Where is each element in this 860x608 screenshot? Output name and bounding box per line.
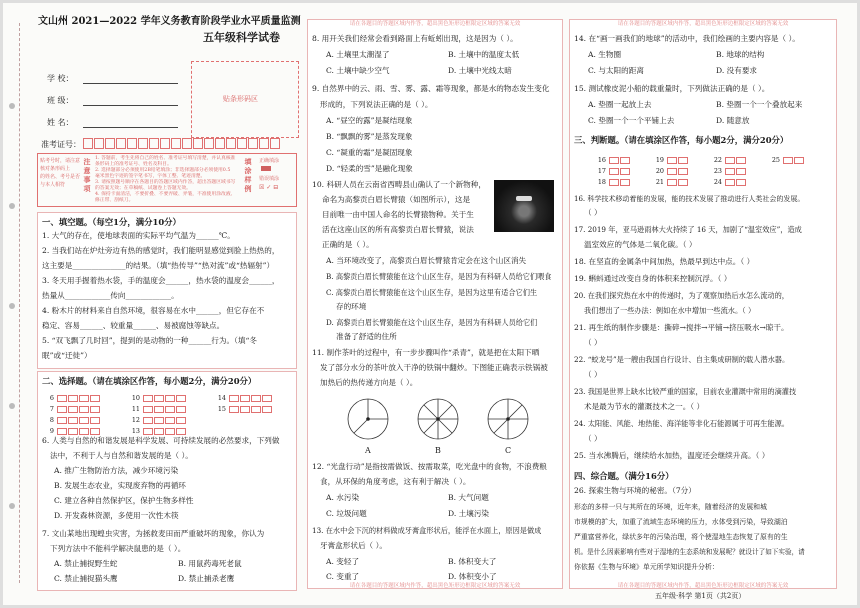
choice-bubble-b[interactable] xyxy=(154,428,164,435)
choice-bubble-c[interactable] xyxy=(165,428,175,435)
wrong-fill-label: 错误填涂 xyxy=(259,176,280,182)
q1-line-9: 眠”或“迁徙”） xyxy=(42,351,92,360)
q8-option-b: B. 土壤中的温度太低 xyxy=(448,50,520,59)
tf-bubble-t[interactable] xyxy=(725,157,735,164)
tf-bubble-f[interactable] xyxy=(620,179,630,186)
tf-bubble-f[interactable] xyxy=(736,157,746,164)
tf-number: 18 xyxy=(597,178,606,186)
q13-option-c: C. 变重了 xyxy=(326,572,360,581)
judge-16-line-1: 16. 科学技术移动着能的发展，能的技术发展了推动进行人类社会的发展。 xyxy=(574,195,805,203)
q6-line-1: 6. 人类与自然的和谐发展是科学发展、可持续发展的必然要求，下列做 xyxy=(42,436,280,445)
tf-row[interactable] xyxy=(710,166,746,177)
q26-text-3: 严重富营养化，绿状多年的污染治理，将个使湿地生态恢复了原有的生 xyxy=(574,533,788,541)
choice-bubble-d[interactable] xyxy=(262,395,272,402)
tf-number: 16 xyxy=(597,156,606,164)
class-label: 班 级： xyxy=(47,96,74,105)
q13-line-2: 牙膏盒形状后（ ）。 xyxy=(320,541,387,550)
choice-bubble-b[interactable] xyxy=(154,395,164,402)
binding-line xyxy=(19,23,20,583)
q10-option-a: A. 当环境改变了，高黎贡白眉长臂猿肯定会在这个山区消失 xyxy=(326,256,527,265)
page-footer: 五年级·科学 第1页（共2页） xyxy=(655,592,746,600)
choice-bubble-b[interactable] xyxy=(68,417,78,424)
tf-number: 20 xyxy=(655,167,664,175)
choice-bubble-c[interactable] xyxy=(165,406,175,413)
judge-24-line-2: （ ） xyxy=(584,434,602,443)
column-2-warning-bottom: 请在各题目的答题区域内作答，超出黑色矩形边框限定区域的答案无效 xyxy=(349,583,521,589)
correct-fill-sample xyxy=(261,166,271,171)
judge-16-line-2: （ ） xyxy=(584,208,602,217)
judge-24-line-1: 24. 太阳能、风能、地热能、海洋能等非化石能源属于可再生能源。 xyxy=(574,419,789,428)
q7-line-1: 7. 文山某地出现蝗虫灾害，为拯救麦田而严重破坏的现象，你认为 xyxy=(42,529,265,538)
binding-hole xyxy=(9,203,15,209)
tf-row[interactable] xyxy=(710,177,746,188)
choice-row[interactable] xyxy=(128,393,186,404)
tf-bubble-t[interactable] xyxy=(667,157,677,164)
exam-title: 文山州 2021—2022 学年义务教育阶段学业水平质量监测 xyxy=(38,16,301,27)
diagram-a-label: A xyxy=(365,446,371,455)
choice-bubble-a[interactable] xyxy=(143,417,153,424)
tf-row[interactable] xyxy=(594,177,630,188)
choice-number: 9 xyxy=(49,427,54,435)
fill-sample-label: 填涂样例 xyxy=(244,157,252,193)
choice-bubble-b[interactable] xyxy=(68,428,78,435)
column-2-pane xyxy=(307,19,563,589)
q26-title: 26. 探索生物与环境的秘密。（7分） xyxy=(574,486,696,495)
choice-bubble-d[interactable] xyxy=(176,406,186,413)
exam-sheet xyxy=(3,3,857,605)
choice-bubble-d[interactable] xyxy=(90,406,100,413)
q8-option-d: D. 土壤中光线太暗 xyxy=(448,66,512,75)
choice-bubble-b[interactable] xyxy=(68,395,78,402)
choice-row[interactable] xyxy=(128,415,186,426)
q7-line-2: 下列方法中不能科学解决鼠患的是（ ）。 xyxy=(50,544,186,553)
q12-option-b: B. 大气问题 xyxy=(448,493,489,502)
binding-hole xyxy=(9,503,15,509)
q9-option-a: A. “昼空的露”是凝结现象 xyxy=(326,116,413,125)
tf-row[interactable] xyxy=(652,177,688,188)
choice-number: 10 xyxy=(131,394,140,402)
binding-hole xyxy=(9,103,15,109)
judge-20-line-2: 我们想出了一些办法：例如在水中增加一些流水。（ ） xyxy=(584,306,756,315)
choice-row[interactable] xyxy=(42,415,100,426)
column-3-warning-bottom: 请在各题目的答题区域内作答，超出黑色矩形边框限定区域的答案无效 xyxy=(617,583,789,589)
q15-option-c: C. 垫圈一个一个平铺上去 xyxy=(588,116,675,125)
q10-line-2: 命名为高黎贡白眉长臂猿（如图所示），这是 xyxy=(322,195,471,204)
q26-text-5: 你依据《生物与环境》单元所学知识提升分析： xyxy=(574,563,719,571)
choice-bubble-a[interactable] xyxy=(57,417,67,424)
tf-bubble-t[interactable] xyxy=(667,179,677,186)
choice-bubble-a[interactable] xyxy=(229,395,239,402)
q9-line-1: 9. 自然界中的云、雨、雪、雾、露、霜等现象，都是水的物态发生变化 xyxy=(312,84,550,93)
q6-option-c: C. 建立各种自然保护区，保护生物多样性 xyxy=(54,496,194,505)
choice-bubble-a[interactable] xyxy=(57,428,67,435)
tf-number: 17 xyxy=(597,167,606,175)
choice-bubble-b[interactable] xyxy=(240,406,250,413)
q14-option-b: B. 地球的结构 xyxy=(716,50,765,59)
q12-option-c: C. 垃圾问题 xyxy=(326,509,367,518)
choice-row[interactable] xyxy=(42,404,100,415)
q8-option-a: A. 土壤里太潮湿了 xyxy=(326,50,390,59)
q12-line-1: 12. “光盘行动”是指按需做饭、按需取菜，吃光盘中的食物，不浪费粮 xyxy=(312,462,547,471)
notes-line-5: 3. 请按照题号顺序在各题目的答题区域内作答，超出答题区域书写 xyxy=(95,180,236,185)
tf-row[interactable] xyxy=(652,166,688,177)
q14-option-d: D. 没有要求 xyxy=(716,66,758,75)
judge-21-line-1: 21. 再生纸的制作步骤是：撕碎→搅拌→平铺→挤压吸水→晾干。 xyxy=(574,323,789,332)
notes-small-left-4: 与本人相符 xyxy=(40,182,66,188)
notes-line-1: 1. 答题前，考生先将自己的姓名、准考证号填写清楚，并认真核准 xyxy=(95,156,236,161)
notes-line-2: 条形码上的准考证号、姓名及科目。 xyxy=(95,162,172,167)
q10-option-c-2: 存的环境 xyxy=(336,302,367,311)
notes-line-4: 毫米黑色字迹的签字笔书写，字体工整、笔迹清楚。 xyxy=(95,174,206,179)
choice-bubble-a[interactable] xyxy=(143,395,153,402)
tf-bubble-t[interactable] xyxy=(609,168,619,175)
choice-number: 12 xyxy=(131,416,140,424)
q11-line-3: 加热后的热传递方向是（ ）。 xyxy=(320,378,418,387)
section-4-title: 四、综合题。（满分16分） xyxy=(574,471,674,481)
diagram-b-label: B xyxy=(435,446,441,455)
q1-line-5: 热量从____________传向____________。 xyxy=(42,291,179,300)
tf-bubble-f[interactable] xyxy=(678,179,688,186)
q10-line-4: 活在这座山区的所有高黎贡白眉长臂猿，说法 xyxy=(322,225,474,234)
q1-line-7: 稳定、容易______、较重量______、易被腐蚀等缺点。 xyxy=(42,321,225,330)
choice-number: 15 xyxy=(217,405,226,413)
binding-hole xyxy=(9,303,15,309)
tf-bubble-f[interactable] xyxy=(736,168,746,175)
q7-option-a: A. 禁止捕捉野生蛇 xyxy=(54,559,118,568)
q13-option-a: A. 变轻了 xyxy=(326,557,360,566)
correct-fill-label: 正确填涂 xyxy=(259,158,280,164)
q6-option-a: A. 推广生物防治方法，减少环境污染 xyxy=(54,466,179,475)
choice-number: 7 xyxy=(49,405,54,413)
judge-17-line-2: 温室效应的气体是二氧化碳。（ ） xyxy=(584,240,697,249)
choice-bubble-a[interactable] xyxy=(143,428,153,435)
q1-line-8: 5. “双飞飘了几时回”，提到的是动物的一种______行为。（填“冬 xyxy=(42,336,257,345)
choice-bubble-c[interactable] xyxy=(79,395,89,402)
tf-bubble-t[interactable] xyxy=(667,168,677,175)
tf-bubble-t[interactable] xyxy=(609,157,619,164)
q9-option-d: D. “轻柔的雪”是融化现象 xyxy=(326,164,413,173)
q13-option-b: B. 体积变大了 xyxy=(448,557,497,566)
q14-stem: 14. 在“画一画我们的地球”的活动中，我们绘画的主要内容是（ ）。 xyxy=(574,34,800,43)
judge-17-line-1: 17. 2019 年，亚马逊雨林大火持续了 16 天，加剧了“温室效应”，造成 xyxy=(574,225,802,234)
school-line[interactable] xyxy=(83,83,178,84)
column-3-warning-top: 请在各题目的答题区域内作答，超出黑色矩形边框限定区域的答案无效 xyxy=(617,21,789,27)
q10-line-5: 正确的是（ ）。 xyxy=(322,240,374,249)
notes-small-left-1: 贴考号时，请注意 xyxy=(40,158,81,164)
choice-bubble-a[interactable] xyxy=(229,406,239,413)
section-fill-blank-pane xyxy=(37,212,297,369)
tf-bubble-f[interactable] xyxy=(678,168,688,175)
choice-bubble-d[interactable] xyxy=(176,428,186,435)
notes-line-7: 4. 保持卡面清洁，不要折叠、不要弄破、弄皱，不准使用涂改液、 xyxy=(95,192,236,197)
judge-23-line-1: 23. 我国是世界上缺水比较严重的国家，目前农业灌溉中常用的滴灌技 xyxy=(574,387,797,396)
gibbon-photo xyxy=(494,180,554,232)
q14-option-c: C. 与太阳的距离 xyxy=(588,66,644,75)
q13-option-d: D. 体积变小了 xyxy=(448,572,497,581)
q26-text-4: 机。是什么因素影响有些对于湿地的生态系统和发展呢？就设计了如下实验，请 xyxy=(574,548,805,556)
tf-bubble-f[interactable] xyxy=(620,168,630,175)
school-label: 学 校： xyxy=(47,74,74,83)
tf-bubble-t[interactable] xyxy=(783,157,793,164)
choice-bubble-d[interactable] xyxy=(90,428,100,435)
q9-line-2: 形成的，下列说法正确的是（ ）。 xyxy=(320,100,433,109)
q1-line-1: 1. 大气的存在，使地球表面的实际平均气温为______℃。 xyxy=(42,231,235,240)
q8-option-c: C. 土壤中缺少空气 xyxy=(326,66,390,75)
q15-stem: 15. 测试橡皮泥小船的载重量时，下列做法正确的是（ ）。 xyxy=(574,84,770,93)
q10-line-1: 10. 科研人员在云南省西畴县山确认了一个新物种， xyxy=(312,180,486,189)
choice-row[interactable] xyxy=(42,393,100,404)
tf-row[interactable] xyxy=(594,166,630,177)
tf-number: 23 xyxy=(713,167,722,175)
q7-option-d: D. 禁止捕杀老鹰 xyxy=(178,574,235,583)
class-line[interactable] xyxy=(83,105,178,106)
choice-bubble-c[interactable] xyxy=(79,406,89,413)
exam-subtitle: 五年级科学试卷 xyxy=(203,31,280,44)
choice-row[interactable] xyxy=(214,393,272,404)
choice-bubble-d[interactable] xyxy=(262,406,272,413)
q15-option-d: D. 随意放 xyxy=(716,116,750,125)
q10-line-3: 目前唯一由中国人命名的长臂猿物种。关于生 xyxy=(322,210,474,219)
q10-option-d-2: 准备了舒适的住所 xyxy=(336,332,397,341)
tf-row[interactable] xyxy=(710,155,746,166)
q12-line-2: 食，从环保的角度考虑，这有利于解决（ ）。 xyxy=(320,477,471,486)
choice-bubble-d[interactable] xyxy=(176,417,186,424)
q9-option-b: B. “飘飘的雾”是蒸发现象 xyxy=(326,132,413,141)
q13-line-1: 13. 在水中会下沉的材料做成牙膏盒形状后，能浮在水面上，原因是做成 xyxy=(312,526,542,535)
tf-bubble-f[interactable] xyxy=(736,179,746,186)
choice-bubble-c[interactable] xyxy=(79,417,89,424)
section-3-title: 三、判断题。（请在填涂区作答，每小题2分，满分20分） xyxy=(574,135,789,145)
q6-option-d: D. 开发森林资源，多使用一次性木筷 xyxy=(54,511,179,520)
q11-heat-diagrams xyxy=(338,394,538,456)
judge-22-line-2: （ ） xyxy=(584,370,602,379)
choice-bubble-a[interactable] xyxy=(143,406,153,413)
tf-bubble-t[interactable] xyxy=(609,179,619,186)
q10-option-b: B. 高黎贡白眉长臂猿能在这个山区生存，是因为有科研人员给它们喂食 xyxy=(326,272,552,281)
choice-number: 11 xyxy=(131,405,140,413)
tf-number: 24 xyxy=(713,178,722,186)
notes-small-left-2: 核对条形码上 xyxy=(40,166,71,172)
judge-23-line-2: 术是最为节水的灌溉技术之一。（ ） xyxy=(584,402,705,411)
q10-option-d-1: D. 高黎贡白眉长臂猿能在这个山区生存，是因为有科研人员给它们 xyxy=(326,318,538,327)
choice-number: 6 xyxy=(49,394,54,402)
diagram-c-label: C xyxy=(505,446,512,455)
q7-option-b: B. 用鼠药毒死老鼠 xyxy=(178,559,242,568)
choice-bubble-d[interactable] xyxy=(176,395,186,402)
section-choice-pane xyxy=(37,371,297,591)
q1-line-6: 4. 粉木片的材料来自自然环境，很容易在水中______，但它存在不 xyxy=(42,306,265,315)
tf-bubble-f[interactable] xyxy=(678,157,688,164)
q6-line-2: 法中，不利于人与自然和谐发展的是（ ）。 xyxy=(50,451,193,460)
choice-bubble-b[interactable] xyxy=(154,406,164,413)
notes-line-8: 修正带、刮纸刀。 xyxy=(95,198,134,203)
tf-number: 22 xyxy=(713,156,722,164)
choice-bubble-d[interactable] xyxy=(90,417,100,424)
q9-option-c: C. “凝重的霜”是凝固现象 xyxy=(326,148,413,157)
q14-option-a: A. 生物圈 xyxy=(588,50,622,59)
choice-bubble-c[interactable] xyxy=(251,406,261,413)
choice-bubble-b[interactable] xyxy=(68,406,78,413)
q26-text-1: 形态的多样一只与其所在的环境，近年来，随着经济的发展和城 xyxy=(574,503,767,511)
choice-row[interactable] xyxy=(214,404,272,415)
notes-line-3: 2. 选择题部分必须使用2B铅笔填涂；非选择题部分必须使用0.5 xyxy=(95,168,231,173)
tf-bubble-t[interactable] xyxy=(725,179,735,186)
notes-small-left-3: 的姓名、考号是否 xyxy=(40,174,81,180)
judge-20-line-1: 20. 在我们探究热在水中的传递时，为了观察加热后水怎么流动的， xyxy=(574,291,789,300)
q15-option-b: B. 垫圈一个一个叠放起来 xyxy=(716,100,803,109)
choice-bubble-c[interactable] xyxy=(251,395,261,402)
q1-line-4: 3. 冬天用手握着热水袋，手的温度会______，热水袋的温度会______， xyxy=(42,276,280,285)
judge-18: 18. 在坚直的金属条中间加热，热最早到达中点。（ ） xyxy=(574,257,755,266)
q15-option-a: A. 垫圈一起放上去 xyxy=(588,100,652,109)
choice-bubble-b[interactable] xyxy=(240,395,250,402)
notes-side-label: 注意事项 xyxy=(83,157,91,193)
choice-number: 14 xyxy=(217,394,226,402)
q12-option-d: D. 土壤污染 xyxy=(448,509,490,518)
q11-line-1: 11. 制作茶叶的过程中，有一步步骤叫作“杀青”，就是把在太阳下晒 xyxy=(312,348,540,357)
choice-number: 8 xyxy=(49,416,54,424)
tf-number: 25 xyxy=(771,156,780,164)
judge-21-line-2: （ ） xyxy=(584,338,602,347)
tf-bubble-f[interactable] xyxy=(794,157,804,164)
name-label: 姓 名： xyxy=(47,118,74,127)
q12-option-a: A. 水污染 xyxy=(326,493,360,502)
tf-row[interactable] xyxy=(652,155,688,166)
q11-line-2: 发了部分水分的茶叶放入干净的铁锅中翻炒。下图能正确表示铁锅被 xyxy=(320,363,548,372)
q6-option-b: B. 发展生态农业，实现废弃物的再循环 xyxy=(54,481,186,490)
q1-line-3: 这主要是______________的结果。（填“热传导”“热对流”或“热辐射”） xyxy=(42,261,275,270)
choice-bubble-a[interactable] xyxy=(57,406,67,413)
section-2-title: 二、选择题。（请在填涂区作答，每小题2分，满分20分） xyxy=(42,376,257,386)
choice-bubble-c[interactable] xyxy=(79,428,89,435)
q26-text-2: 市规模的扩大，加重了流域生态环境的压力，水体受到污染，导致湖泊 xyxy=(574,518,788,526)
tf-bubble-t[interactable] xyxy=(725,168,735,175)
choice-bubble-c[interactable] xyxy=(165,417,175,424)
exam-number-label: 准考证号： xyxy=(41,140,81,149)
q10-option-c-1: C. 高黎贡白眉长臂猿能在这个山区生存，是因为这里有适合它们生 xyxy=(326,288,538,297)
name-line[interactable] xyxy=(83,127,178,128)
notes-line-6: 的答案无效；在草稿纸、试题卷上答题无效。 xyxy=(95,186,191,191)
choice-bubble-c[interactable] xyxy=(165,395,175,402)
tf-row[interactable] xyxy=(594,155,630,166)
binding-hole xyxy=(9,403,15,409)
section-1-title: 一、填空题。（每空1分，满分10分） xyxy=(42,217,181,227)
tf-bubble-f[interactable] xyxy=(620,157,630,164)
q1-line-2: 2. 当我们站在炉灶旁边有热的感觉时，我们能明显感觉到脸上热热的， xyxy=(42,246,280,255)
choice-bubble-a[interactable] xyxy=(57,395,67,402)
choice-bubble-b[interactable] xyxy=(154,417,164,424)
judge-19: 19. 蝌蚪通过改变自身的体积来控制沉浮。（ ） xyxy=(574,274,732,283)
choice-bubble-d[interactable] xyxy=(90,395,100,402)
q7-option-c: C. 禁止捕捉猫头鹰 xyxy=(54,574,118,583)
column-3-pane xyxy=(569,19,837,589)
tf-row[interactable] xyxy=(768,155,804,166)
judge-22-line-1: 22. “蛟龙号”是一艘由我国自行设计、自主集成研制的载人潜水器。 xyxy=(574,355,790,364)
column-2-warning-top: 请在各题目的答题区域内作答，超出黑色矩形边框限定区域的答案无效 xyxy=(349,21,521,27)
wrong-fill-samples: ☒ ✓ ⊟ xyxy=(259,184,279,191)
tf-number: 21 xyxy=(655,178,664,186)
tf-number: 19 xyxy=(655,156,664,164)
q8-stem: 8. 用开关我们经常会看到路面上有蚯蚓出现，这是因为（ ）。 xyxy=(312,34,518,43)
choice-number: 13 xyxy=(131,427,140,435)
barcode-label: 贴条形码区 xyxy=(223,95,258,103)
choice-row[interactable] xyxy=(128,404,186,415)
judge-25: 25. 当水沸腾后，继续给水加热，温度还会继续升高。（ ） xyxy=(574,451,770,460)
